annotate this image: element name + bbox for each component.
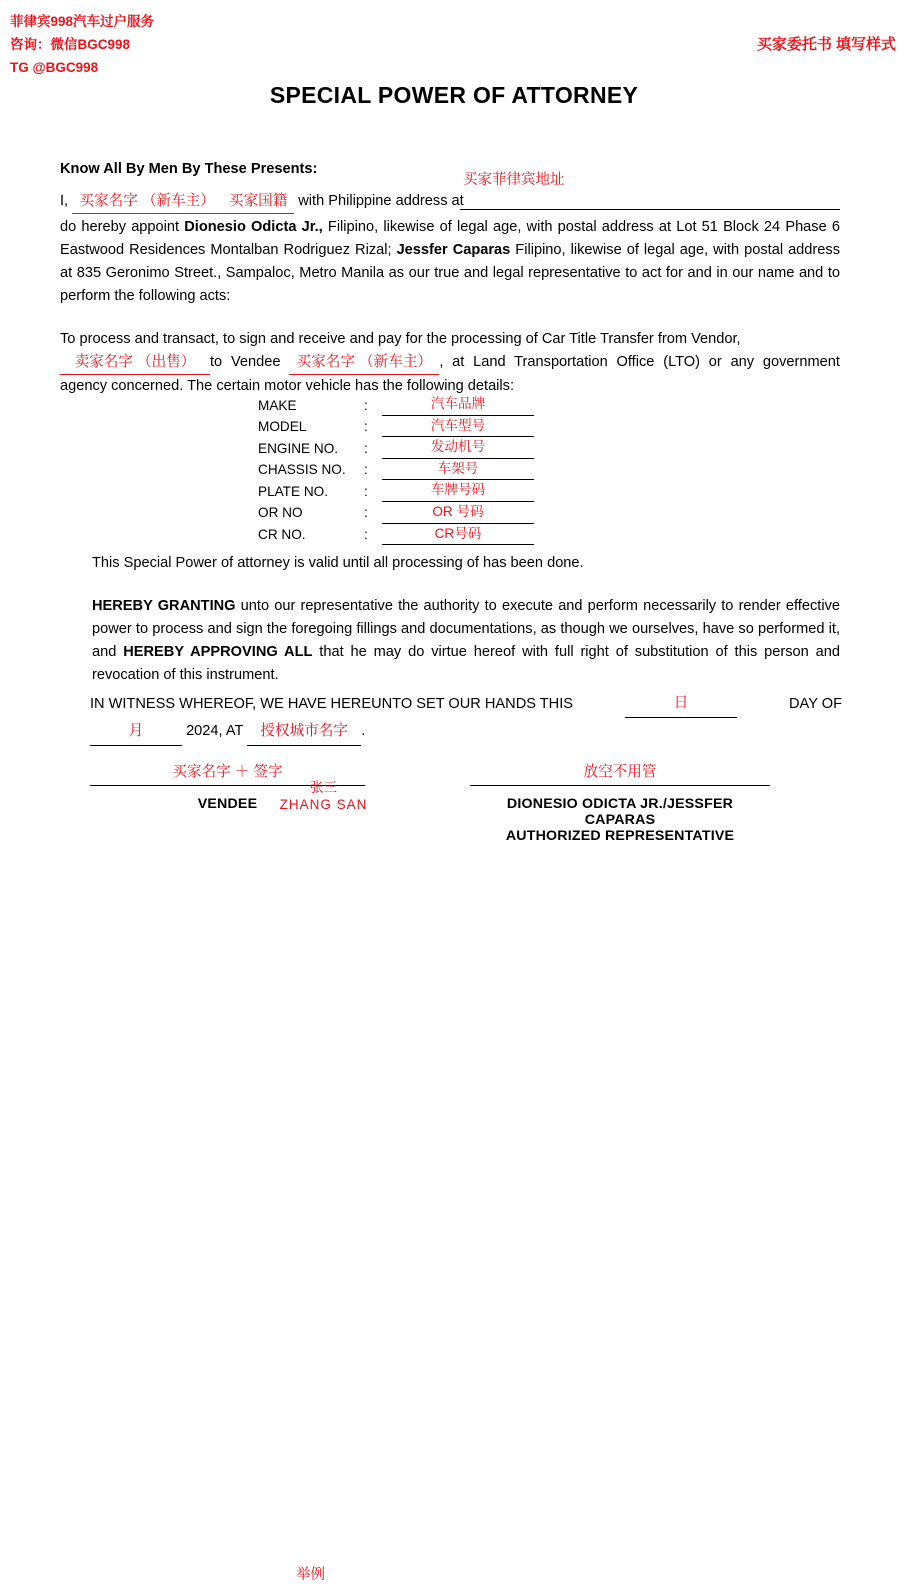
witness-period: . bbox=[361, 723, 366, 739]
vehicle-label-or-no: OR NO bbox=[258, 505, 303, 521]
representative-signature-note: 放空不用管 bbox=[583, 764, 657, 780]
granting-text-2: that he may do virtue hereof with full right of substitution of this person and revocation of this instrument. bbox=[92, 644, 840, 683]
witness-block bbox=[90, 690, 842, 746]
vehicle-value-or-no[interactable]: OR 号码 bbox=[382, 501, 534, 523]
representative-signature-area bbox=[470, 760, 770, 844]
witness-line-2 bbox=[90, 718, 842, 746]
hereby-granting-label: HEREBY GRANTING bbox=[92, 598, 236, 614]
colon-0: : bbox=[364, 397, 368, 413]
transact-text-1: To process and transact, to sign and receive and pay for the processing of Car Title Transfer from Vendor, bbox=[60, 331, 741, 347]
signature-block bbox=[0, 760, 908, 1583]
vehicle-label-model: MODEL bbox=[258, 419, 307, 435]
month-field[interactable]: 月 bbox=[90, 718, 182, 746]
validity-paragraph: This Special Power of attorney is valid until all processing of has been done. bbox=[92, 555, 584, 571]
representative-names: DIONESIO ODICTA JR./JESSFER CAPARAS bbox=[506, 796, 734, 828]
representative-label: AUTHORIZED REPRESENTATIVE bbox=[505, 828, 735, 844]
table-row bbox=[258, 394, 534, 415]
sample-name-pinyin: ZHANG SAN bbox=[279, 797, 368, 812]
vendee-signature-note: 买家名字 ＋ 签字 bbox=[172, 764, 283, 780]
vehicle-label-engine-no: ENGINE NO. bbox=[258, 440, 339, 456]
closing-paragraphs bbox=[60, 552, 840, 687]
table-row bbox=[258, 501, 534, 523]
attorney-name-2: Jessfer Caparas bbox=[396, 242, 511, 258]
sample-name-cn: 张三 bbox=[310, 780, 337, 795]
city-field[interactable]: 授权城市名字 bbox=[247, 718, 361, 746]
granting-paragraph bbox=[92, 595, 840, 687]
address-lead-text: with Philippine address at bbox=[298, 193, 464, 209]
vehicle-value-model[interactable]: 汽车型号 bbox=[382, 415, 534, 437]
buyer-name-field-2[interactable]: 买家名字 （新车主） bbox=[289, 351, 439, 375]
document-body bbox=[60, 158, 840, 398]
transaction-paragraph bbox=[60, 328, 840, 398]
vehicle-value-engine-no[interactable]: 发动机号 bbox=[382, 437, 534, 459]
vehicle-value-cr-no[interactable]: CR号码 bbox=[382, 523, 534, 545]
vehicle-value-plate-no[interactable]: 车牌号码 bbox=[382, 480, 534, 502]
appoint-text-2: Filipino, likewise of legal age, with postal address at Lot 51 Block 24 Phase 6 Eastwood Residences Montalban Rodriguez Rizal; bbox=[60, 219, 840, 258]
identity-line bbox=[60, 172, 840, 214]
colon-4: : bbox=[364, 483, 368, 499]
page-title: SPECIAL POWER OF ATTORNEY bbox=[269, 82, 639, 108]
vehicle-label-chassis-no: CHASSIS NO. bbox=[258, 462, 346, 478]
service-line-1: 菲律宾998汽车过户服务 bbox=[10, 14, 155, 29]
table-row bbox=[258, 480, 534, 502]
witness-text-1: IN WITNESS WHEREOF, WE HAVE HEREUNTO SET OUR HANDS THIS bbox=[90, 696, 573, 712]
appointment-paragraph bbox=[60, 216, 840, 308]
table-row bbox=[258, 458, 534, 480]
colon-1: : bbox=[364, 419, 368, 435]
appoint-text-1: do hereby appoint bbox=[60, 219, 185, 235]
table-row bbox=[258, 437, 534, 459]
buyer-address-rule bbox=[460, 209, 840, 210]
transact-text-2: to Vendee bbox=[210, 354, 281, 370]
know-all-heading: Know All By Men By These Presents: bbox=[60, 161, 318, 177]
colon-2: : bbox=[364, 440, 368, 456]
service-line-2: 咨询：微信BGC998 bbox=[10, 37, 131, 52]
colon-3: : bbox=[364, 462, 368, 478]
vendee-sample-signature bbox=[276, 779, 371, 813]
witness-text-2: DAY OF bbox=[789, 696, 842, 712]
buyer-address-field[interactable]: 买家菲律宾地址 bbox=[463, 172, 565, 188]
vehicle-value-make[interactable]: 汽车品牌 bbox=[382, 394, 534, 415]
service-contact-note bbox=[10, 10, 154, 79]
day-field[interactable]: 日 bbox=[625, 690, 737, 718]
vendee-label: VENDEE bbox=[197, 796, 258, 812]
colon-5: : bbox=[364, 505, 368, 521]
hereby-approving-label: HEREBY APPROVING ALL bbox=[123, 644, 313, 660]
attorney-name-1: Dionesio Odicta Jr., bbox=[184, 219, 323, 235]
appoint-text-3: Filipino, likewise of legal age, with postal address at 835 Geronimo Street., Sampaloc, Metro Manila as our true and legal representative to act for and in our name and to perform the following acts: bbox=[60, 242, 840, 304]
witness-year: 2024, AT bbox=[186, 723, 244, 739]
transact-text-3: , at Land Transportation Office (LTO) or any government agency concerned. The certain motor vehicle has the following details: bbox=[60, 354, 840, 394]
buyer-name-field[interactable]: 买家名字 （新车主） bbox=[72, 190, 222, 214]
vehicle-label-cr-no: CR NO. bbox=[258, 527, 306, 543]
identity-line-content bbox=[60, 190, 464, 214]
witness-line-1 bbox=[90, 690, 842, 718]
colon-6: : bbox=[364, 527, 368, 543]
vehicle-value-chassis-no[interactable]: 车架号 bbox=[382, 458, 534, 480]
table-row bbox=[258, 415, 534, 437]
i-prefix: I, bbox=[60, 193, 69, 209]
table-row bbox=[258, 523, 534, 545]
service-line-3: TG @BGC998 bbox=[10, 60, 99, 75]
representative-signature-rule[interactable] bbox=[470, 784, 770, 786]
seller-name-field[interactable]: 卖家名字 （出售） bbox=[60, 351, 210, 375]
vehicle-label-plate-no: PLATE NO. bbox=[258, 483, 328, 499]
form-sample-note: 买家委托书 填写样式 bbox=[756, 36, 896, 53]
buyer-nationality-field[interactable]: 买家国籍 bbox=[222, 190, 294, 214]
vehicle-details-table bbox=[258, 394, 534, 545]
granting-text-1: unto our representative the authority to execute and perform necessarily to render effective power to process and sign the foregoing fillings and documentations, as though we ourselves, have so performed it, and bbox=[92, 598, 840, 660]
sample-note: 举例 bbox=[296, 1567, 325, 1583]
vehicle-label-make: MAKE bbox=[258, 397, 297, 413]
vehicle-table bbox=[258, 394, 534, 545]
